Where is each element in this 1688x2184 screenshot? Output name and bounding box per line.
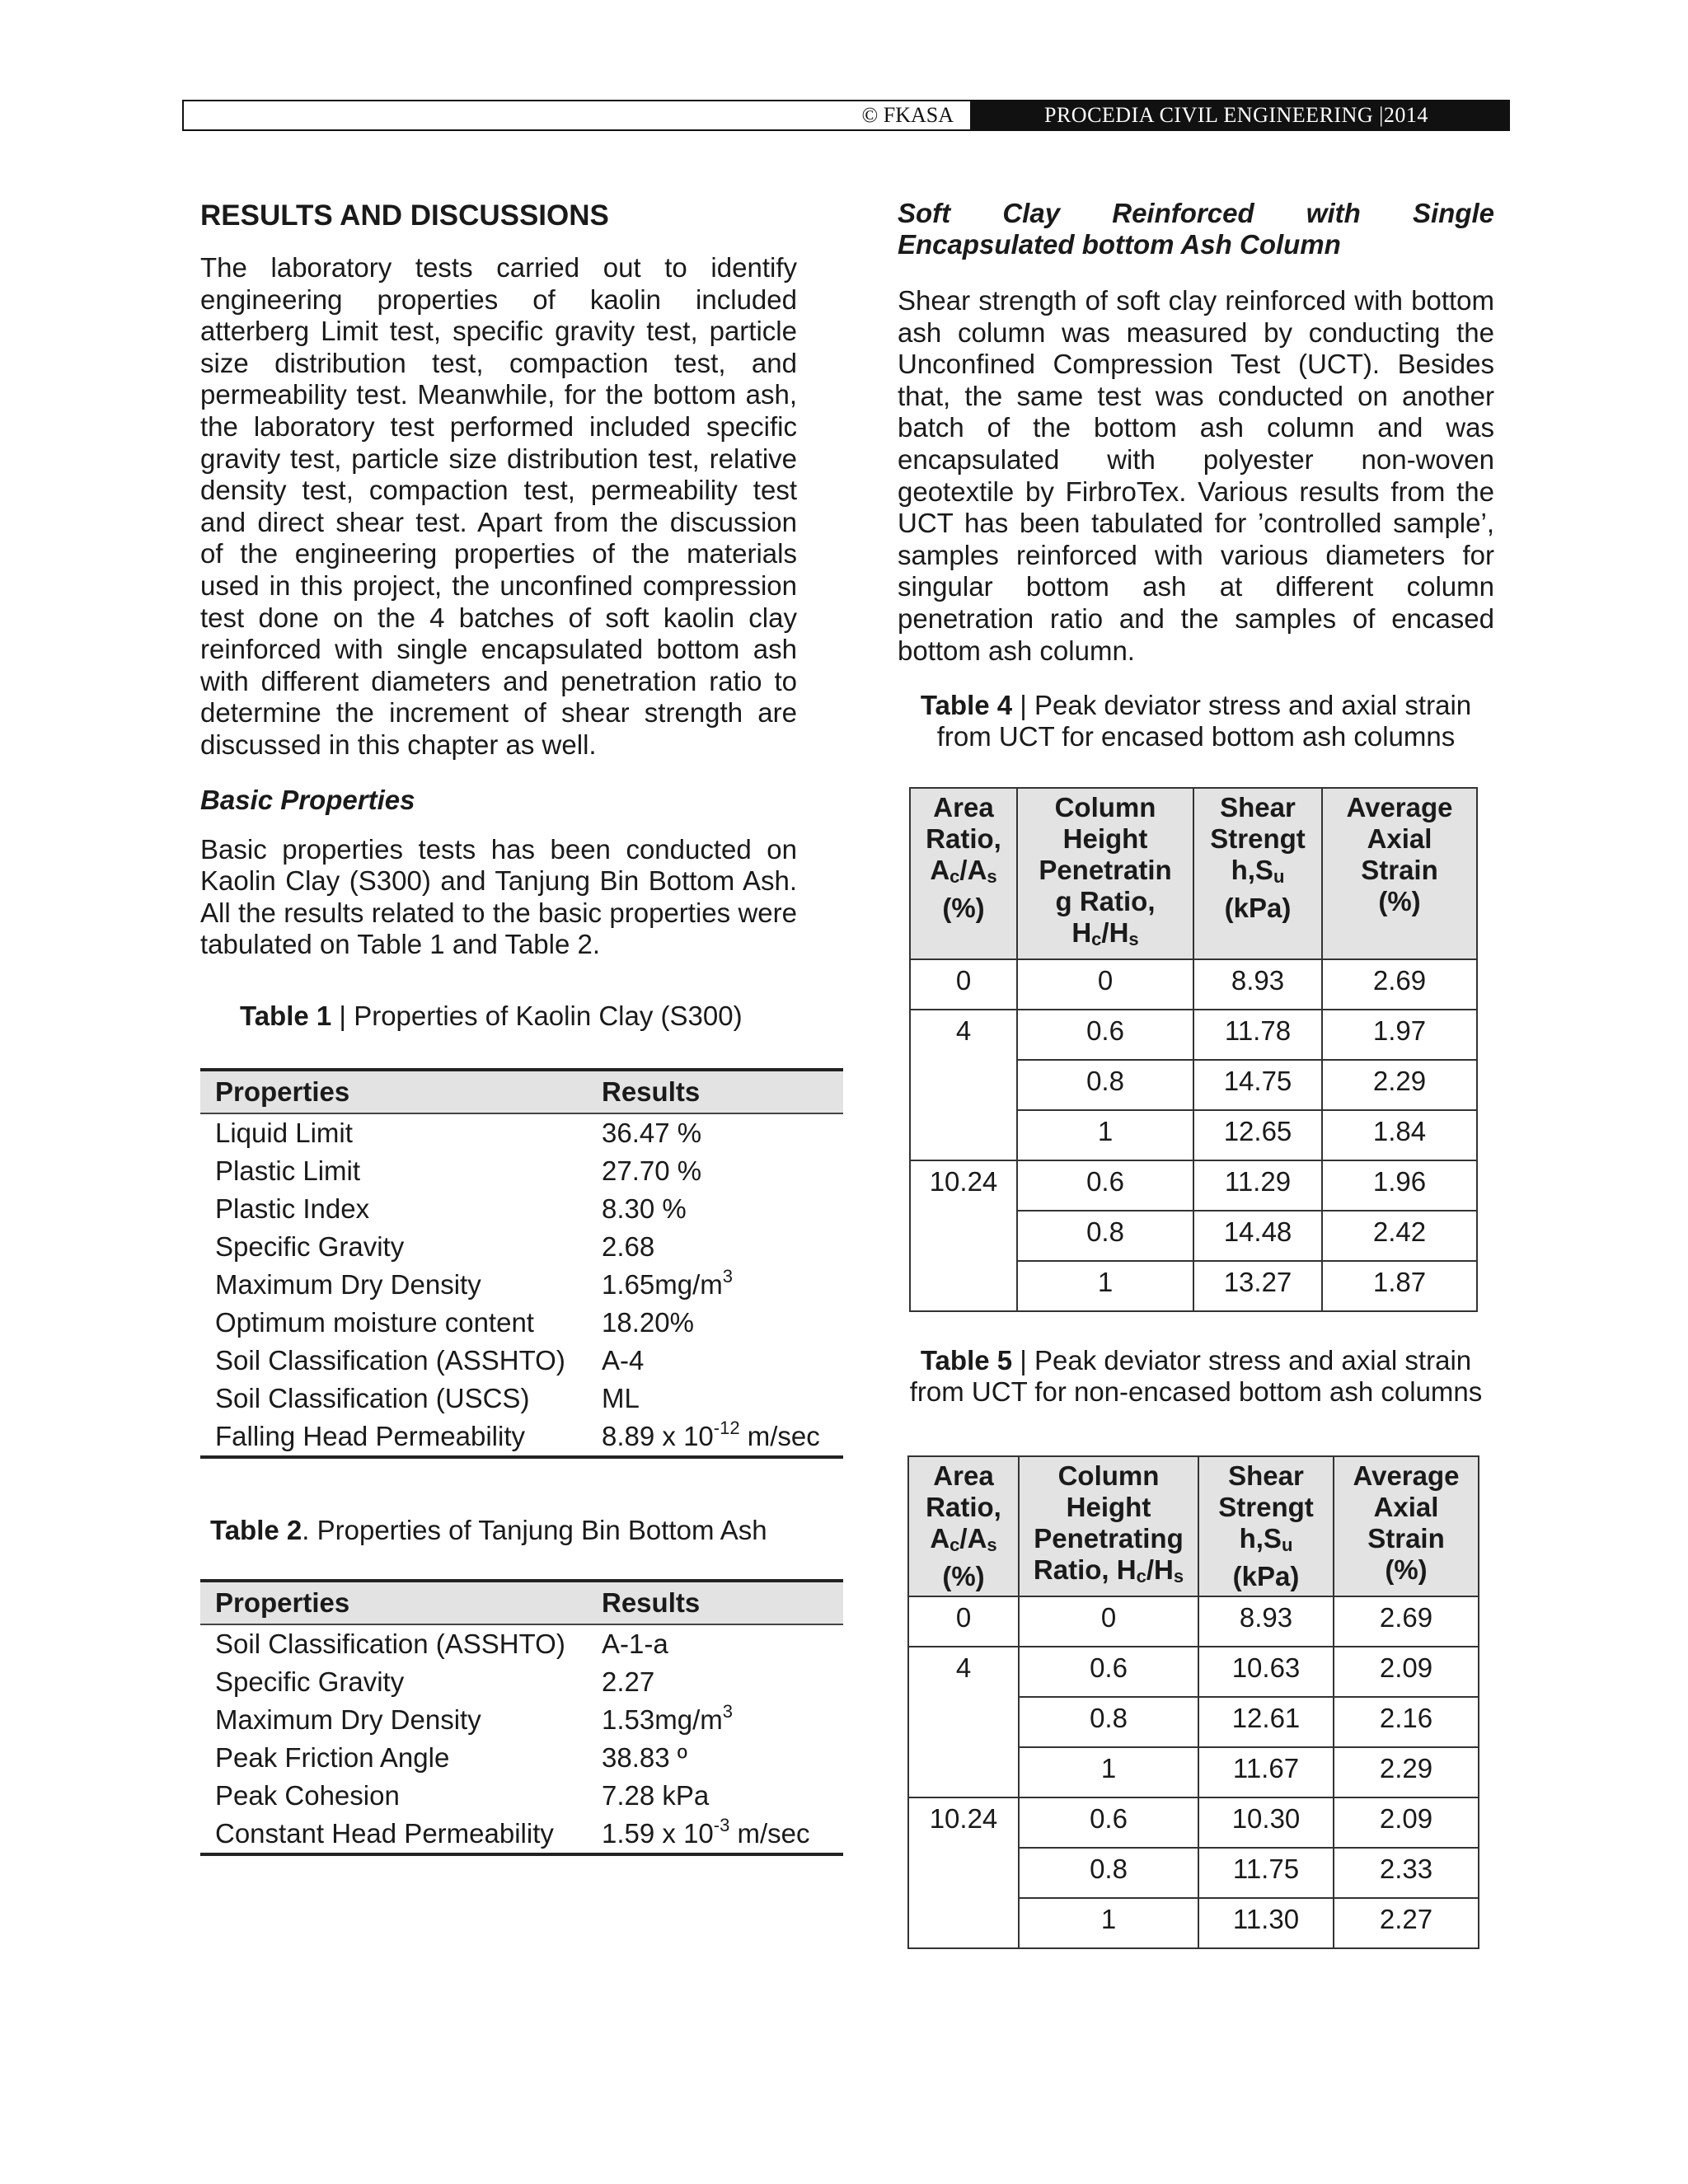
property-value: [587, 1228, 843, 1266]
value-text: A-1-a: [602, 1628, 668, 1659]
area-ratio-cell: 10.24: [908, 1797, 1019, 1948]
value-text: 8.30 %: [602, 1193, 687, 1224]
property-value: [587, 1777, 843, 1815]
hdr-line: Average: [1353, 1460, 1460, 1492]
table2: [200, 1579, 843, 1856]
shear-strength-cell: 8.93: [1193, 959, 1322, 1010]
property-value: [587, 1380, 843, 1418]
property-name: Specific Gravity: [215, 1230, 405, 1262]
hdr-line: Height: [1066, 1492, 1151, 1523]
property-name: Peak Cohesion: [215, 1779, 400, 1811]
axial-strain-cell: 1.87: [1322, 1261, 1477, 1311]
axial-strain-cell: 1.96: [1322, 1160, 1477, 1211]
property-value: [587, 1304, 843, 1342]
basic-properties-heading: Basic Properties: [200, 784, 415, 815]
table2-caption-text: Properties of Tanjung Bin Bottom Ash: [316, 1514, 767, 1545]
left-column: [200, 198, 820, 1856]
penetration-ratio-cell: 0.8: [1017, 1211, 1193, 1261]
table4: [909, 787, 1478, 1312]
col-header-area-ratio: Area Ratio, Ac/As (%): [908, 1456, 1019, 1596]
table2-caption: [210, 1515, 797, 1546]
table-row: [200, 1701, 843, 1739]
table1-caption-text: Properties of Kaolin Clay (S300): [354, 1000, 743, 1031]
property-name: Maximum Dry Density: [215, 1268, 481, 1300]
hdr-line: (kPa): [1232, 1561, 1300, 1592]
table1: [200, 1068, 843, 1459]
value-text: 1.59 x 10: [602, 1817, 714, 1849]
table-row: [910, 1160, 1477, 1211]
col-header-properties: Properties: [200, 1581, 587, 1624]
hdr-line: Column: [1057, 1460, 1160, 1492]
table5-caption-text: Peak deviator stress and axial strain from UCT for non-encased bottom ash columns: [909, 1345, 1483, 1408]
value-text: 8.89 x 10: [602, 1420, 714, 1451]
col-header-shear-strength: Shear Strengt h,Su (kPa): [1198, 1456, 1334, 1596]
shear-strength-cell: 8.93: [1198, 1596, 1334, 1647]
col-header-shear-strength: Shear Strengt h,Su (kPa): [1193, 788, 1322, 959]
axial-strain-cell: 2.33: [1334, 1848, 1479, 1898]
area-ratio-cell: 0: [910, 959, 1017, 1010]
running-header: [182, 100, 1510, 131]
table-row: [200, 1380, 843, 1418]
value-text: A-4: [602, 1344, 645, 1376]
hdr-line: Shear: [1220, 792, 1296, 823]
hdr-line: (%): [942, 893, 985, 924]
axial-strain-cell: 1.84: [1322, 1110, 1477, 1160]
table-row: [200, 1663, 843, 1701]
property-name: Optimum moisture content: [215, 1306, 534, 1338]
property-value: [587, 1624, 843, 1663]
table-row: [200, 1342, 843, 1380]
axial-strain-cell: 1.97: [1322, 1010, 1477, 1060]
hdr-line: Height: [1062, 823, 1148, 855]
basic-properties-paragraph: Basic properties tests has been conducted on Kaolin Clay (S300) and Tanjung Bin Bottom Ash. All the results related to the basic properties were tabulated on Table 1 and Table 2.: [200, 833, 797, 960]
table2-label: Table 2: [210, 1514, 302, 1545]
value-superscript: -3: [713, 1814, 730, 1835]
property-value: [587, 1663, 843, 1701]
encapsulated-heading: Soft Clay Reinforced with Single Encapsulated bottom Ash Column: [898, 198, 1494, 260]
shear-strength-cell: 11.29: [1193, 1160, 1322, 1211]
axial-strain-cell: 2.27: [1334, 1898, 1479, 1948]
table-row: [200, 1418, 843, 1457]
axial-strain-cell: 2.42: [1322, 1211, 1477, 1261]
hdr-line: Strengt: [1218, 1492, 1314, 1523]
value-text: 2.27: [602, 1666, 655, 1697]
penetration-ratio-cell: 1: [1017, 1261, 1193, 1311]
col-header-axial-strain: [1334, 1456, 1479, 1596]
hdr-line: Axial: [1373, 1492, 1439, 1523]
table-row: [910, 1010, 1477, 1060]
table4-label: Table 4: [920, 690, 1013, 721]
value-text: 1.53mg/m: [602, 1704, 723, 1735]
table5-label: Table 5: [920, 1345, 1013, 1376]
area-ratio-cell: 4: [908, 1647, 1019, 1797]
hdr-line: Strengt: [1210, 823, 1306, 855]
journal-title: PROCEDIA CIVIL ENGINEERING |2014: [970, 101, 1508, 129]
area-ratio-cell: 4: [910, 1010, 1017, 1160]
table-row: [200, 1152, 843, 1190]
hdr-line: Average: [1346, 792, 1453, 823]
property-name: Plastic Limit: [215, 1155, 361, 1186]
axial-strain-cell: 2.29: [1334, 1747, 1479, 1797]
shear-strength-cell: 12.65: [1193, 1110, 1322, 1160]
property-name: Liquid Limit: [215, 1117, 353, 1148]
uct-paragraph: Shear strength of soft clay reinforced with bottom ash column was measured by conducting the Unconfined Compression Test (UCT). Besides that, the same test was conducted on another batch of the bottom ash column and was encapsulated with polyester non-woven geotextile by FirbroTex. Various results from the UCT has been tabulated for ’controlled sample’, samples reinforced with various diameters for singular bottom ash at different column penetration ratio and the samples of encased bottom ash column.: [898, 285, 1494, 666]
table-row: [200, 1739, 843, 1777]
penetration-ratio-cell: 0: [1017, 959, 1193, 1010]
hdr-line: Penetratin: [1039, 855, 1172, 886]
property-name: Maximum Dry Density: [215, 1704, 481, 1735]
shear-strength-cell: 11.30: [1198, 1898, 1334, 1948]
property-value: [587, 1190, 843, 1228]
shear-strength-cell: 13.27: [1193, 1261, 1322, 1311]
property-name: Specific Gravity: [215, 1666, 405, 1697]
table-row: [200, 1624, 843, 1663]
table-row: [200, 1113, 843, 1152]
value-text: 18.20%: [602, 1306, 694, 1338]
table1-label: Table 1: [240, 1000, 332, 1031]
hdr-line: (kPa): [1224, 893, 1292, 924]
penetration-ratio-cell: 0.6: [1017, 1010, 1193, 1060]
hdr-line: (%): [1378, 886, 1421, 917]
penetration-ratio-cell: 0.8: [1019, 1848, 1198, 1898]
penetration-ratio-cell: 0.6: [1019, 1647, 1198, 1697]
property-value: [587, 1815, 843, 1854]
table5: [907, 1455, 1479, 1949]
area-ratio-cell: 10.24: [910, 1160, 1017, 1311]
axial-strain-cell: 2.69: [1322, 959, 1477, 1010]
penetration-ratio-cell: 1: [1019, 1747, 1198, 1797]
table2-sep: .: [302, 1514, 317, 1545]
hdr-line: g Ratio,: [1055, 886, 1156, 917]
hdr-line: Area: [933, 792, 994, 823]
table-row: [200, 1777, 843, 1815]
value-text: 38.83 º: [602, 1741, 687, 1773]
shear-strength-cell: 11.75: [1198, 1848, 1334, 1898]
hdr-line: Axial: [1367, 823, 1432, 855]
shear-strength-cell: 10.30: [1198, 1797, 1334, 1848]
penetration-ratio-cell: 0: [1019, 1596, 1198, 1647]
shear-strength-cell: 12.61: [1198, 1697, 1334, 1747]
table1-caption: [240, 1001, 797, 1032]
value-text: 1.65mg/m: [602, 1268, 723, 1300]
property-name: Soil Classification (USCS): [215, 1382, 530, 1413]
axial-strain-cell: 2.16: [1334, 1697, 1479, 1747]
table5-caption: Table 5 | Peak deviator stress and axial strain from UCT for non-encased bottom ash columns: [909, 1345, 1483, 1408]
value-superscript: 3: [722, 1265, 733, 1286]
section-title: RESULTS AND DISCUSSIONS: [200, 199, 609, 232]
shear-strength-cell: 14.48: [1193, 1211, 1322, 1261]
value-superscript: -12: [713, 1417, 740, 1438]
hdr-line: Column: [1054, 792, 1156, 823]
value-unit: m/sec: [739, 1420, 820, 1451]
table-header-row: [910, 788, 1477, 959]
table-header-row: [200, 1581, 843, 1624]
table-row: [200, 1266, 843, 1304]
property-name: Constant Head Permeability: [200, 1815, 587, 1854]
hdr-line: (%): [942, 1561, 985, 1592]
shear-strength-cell: 11.78: [1193, 1010, 1322, 1060]
penetration-ratio-cell: 0.8: [1019, 1697, 1198, 1747]
hdr-line: h,S: [1239, 1523, 1282, 1554]
table-row: [200, 1228, 843, 1266]
property-name: Peak Friction Angle: [215, 1741, 450, 1773]
hdr-line: h,S: [1231, 855, 1273, 886]
col-header-area-ratio: Area Ratio, Ac/As (%): [910, 788, 1017, 959]
hdr-line: Strain: [1361, 855, 1438, 886]
col-header-axial-strain: [1322, 788, 1477, 959]
axial-strain-cell: 2.69: [1334, 1596, 1479, 1647]
col-header-properties: Properties: [200, 1070, 587, 1113]
col-header-penetration-ratio: Column Height Penetratin g Ratio, Hc/Hs: [1017, 788, 1193, 959]
table-row: [200, 1190, 843, 1228]
value-text: 27.70 %: [602, 1155, 702, 1186]
shear-strength-cell: 11.67: [1198, 1747, 1334, 1797]
table-header-row: [200, 1070, 843, 1113]
penetration-ratio-cell: 1: [1019, 1898, 1198, 1948]
right-column: [898, 198, 1494, 1949]
hdr-line: Ratio,: [926, 823, 1001, 855]
col-header-penetration-ratio: Column Height Penetrating Ratio, Hc/Hs: [1019, 1456, 1198, 1596]
property-value: [587, 1113, 843, 1152]
hdr-line: (%): [1385, 1554, 1428, 1586]
hdr-line: Penetrating: [1034, 1523, 1184, 1554]
table1-sep: |: [331, 1000, 354, 1031]
property-value: [587, 1266, 843, 1304]
table-row: [908, 1797, 1479, 1848]
intro-paragraph: The laboratory tests carried out to identify engineering properties of kaolin included atterberg Limit test, specific gravity test, particle size distribution test, compaction test, and permeability test. Meanwhile, for the bottom ash, the laboratory test performed included specific gravity test, particle size distribution test, relative density test, compaction test, permeability test and direct shear test. Apart from the discussion of the engineering properties of the materials used in this project, the unconfined compression test done on the 4 batches of soft kaolin clay reinforced with single encapsulated bottom ash with different diameters and penetration ratio to determine the increment of shear strength are discussed in this chapter as well.: [200, 252, 797, 760]
hdr-line: Strain: [1367, 1523, 1445, 1554]
table-row: [200, 1304, 843, 1342]
property-value: [587, 1739, 843, 1777]
property-name: Plastic Index: [215, 1193, 370, 1224]
property-name: Falling Head Permeability: [200, 1418, 587, 1457]
copyright-text: © FKASA: [861, 103, 954, 127]
table-header-row: [908, 1456, 1479, 1596]
table-row: [908, 1596, 1479, 1647]
axial-strain-cell: 2.29: [1322, 1060, 1477, 1110]
table4-caption: Table 4 | Peak deviator stress and axial strain from UCT for encased bottom ash columns: [920, 690, 1472, 752]
property-name: Soil Classification (ASSHTO): [215, 1344, 565, 1376]
value-text: 7.28 kPa: [602, 1779, 710, 1811]
penetration-ratio-cell: 1: [1017, 1110, 1193, 1160]
value-unit: m/sec: [729, 1817, 810, 1849]
area-ratio-cell: 0: [908, 1596, 1019, 1647]
table-row: [910, 959, 1477, 1010]
property-value: [587, 1342, 843, 1380]
penetration-ratio-cell: 0.8: [1017, 1060, 1193, 1110]
value-superscript: 3: [722, 1700, 733, 1722]
axial-strain-cell: 2.09: [1334, 1647, 1479, 1697]
penetration-ratio-cell: 0.6: [1017, 1160, 1193, 1211]
table-row: [908, 1647, 1479, 1697]
property-value: [587, 1152, 843, 1190]
value-text: 36.47 %: [602, 1117, 702, 1148]
hdr-line: Shear: [1228, 1460, 1304, 1492]
col-header-results: Results: [587, 1581, 843, 1624]
property-name: Soil Classification (ASSHTO): [215, 1628, 565, 1659]
hdr-line: Ratio,: [926, 1492, 1001, 1523]
col-header-results: Results: [587, 1070, 843, 1113]
table4-caption-text: Peak deviator stress and axial strain from UCT for encased bottom ash columns: [936, 690, 1472, 752]
axial-strain-cell: 2.09: [1334, 1797, 1479, 1848]
property-value: [587, 1418, 843, 1457]
value-text: ML: [602, 1382, 640, 1413]
shear-strength-cell: 10.63: [1198, 1647, 1334, 1697]
property-value: [587, 1701, 843, 1739]
shear-strength-cell: 14.75: [1193, 1060, 1322, 1110]
hdr-line: Area: [933, 1460, 994, 1492]
value-text: 2.68: [602, 1230, 655, 1262]
table-row: [200, 1815, 843, 1854]
hdr-line: Ratio, H: [1033, 1554, 1137, 1586]
penetration-ratio-cell: 0.6: [1019, 1797, 1198, 1848]
